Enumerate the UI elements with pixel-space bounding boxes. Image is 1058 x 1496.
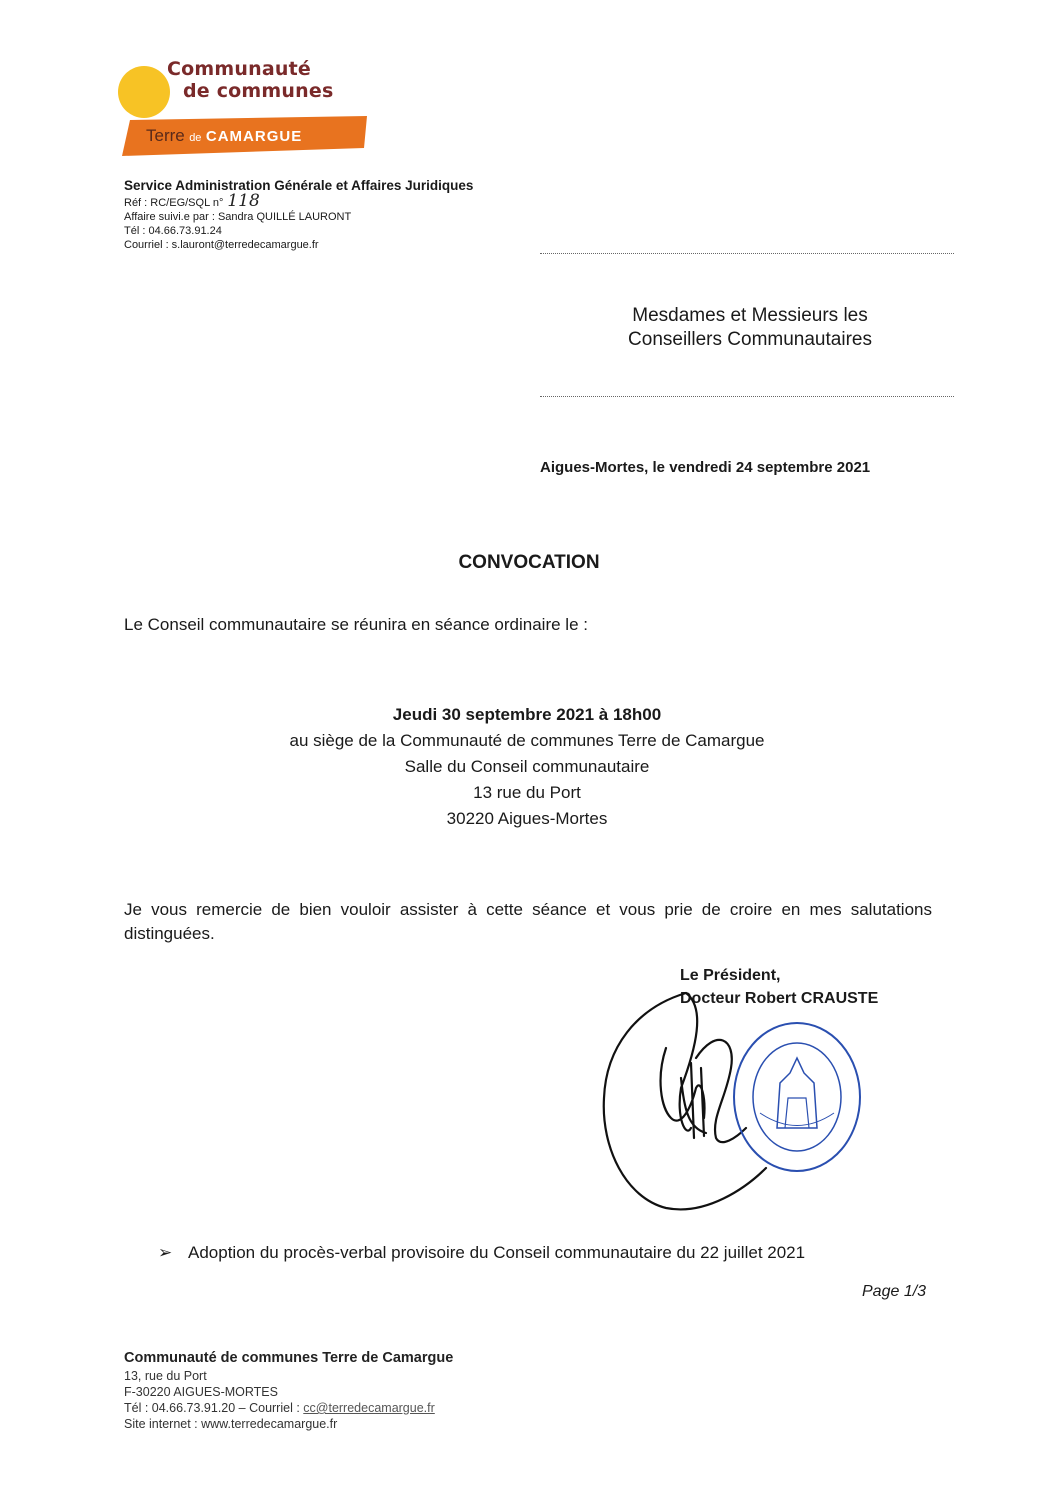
footer-organization: Communauté de communes Terre de Camargue (124, 1350, 454, 1366)
logo-word-terre: Terre (146, 126, 185, 145)
meeting-datetime: Jeudi 30 septembre 2021 à 18h00 (392, 705, 662, 724)
service-block (124, 178, 473, 252)
recipient-line-1: Mesdames et Messieurs les (632, 305, 868, 326)
logo-sun (118, 66, 170, 118)
logo-line-2: de communes (183, 80, 334, 102)
address-divider-top (540, 253, 954, 254)
logo-line-1: Communauté (167, 58, 311, 80)
service-email: Courriel : s.lauront@terredecamargue.fr (124, 239, 319, 251)
reference-line (124, 191, 473, 211)
place-date: Aigues-Mortes, le vendredi 24 septembre 2021 (540, 459, 871, 476)
footer-contact-prefix: Tél : 04.66.73.91.20 – Courriel : (124, 1401, 304, 1415)
address-divider-bottom (540, 396, 954, 397)
recipient-block (570, 304, 930, 352)
meeting-address-1: 13 rue du Port (473, 783, 581, 802)
recipient-line-2: Conseillers Communautaires (628, 329, 872, 350)
meeting-location-2: Salle du Conseil communautaire (404, 757, 650, 776)
logo-word-camargue: CAMARGUE (205, 128, 303, 145)
footer-contact (124, 1400, 453, 1416)
official-stamp (730, 1018, 864, 1176)
page-number: Page 1/3 (862, 1283, 927, 1300)
footer (124, 1348, 453, 1432)
agenda-list (158, 1243, 805, 1263)
organization-logo (112, 58, 374, 162)
footer-city: F-30220 AIGUES-MORTES (124, 1385, 278, 1399)
followed-by: Affaire suivi.e par : Sandra QUILLÉ LAURONT (124, 211, 352, 223)
bullet-arrow-icon: ➢ (158, 1243, 173, 1262)
reference-label: Réf : RC/EG/SQL n° (124, 197, 224, 209)
logo-word-de: de (189, 132, 202, 144)
service-phone: Tél : 04.66.73.91.24 (124, 225, 222, 237)
agenda-item-text: Adoption du procès-verbal provisoire du Conseil communautaire du 22 juillet 2021 (188, 1243, 806, 1262)
intro-text: Le Conseil communautaire se réunira en séance ordinaire le : (124, 615, 588, 634)
signatory-role: Le Président, (680, 967, 781, 984)
reference-number: 118 (227, 191, 260, 211)
closing-paragraph: Je vous remercie de bien vouloir assister à cette séance et vous prie de croire en mes salutations distinguées. (124, 900, 932, 943)
signatory-name: Docteur Robert CRAUSTE (680, 990, 879, 1007)
agenda-item (158, 1243, 805, 1263)
meeting-address-2: 30220 Aigues-Mortes (446, 809, 608, 828)
meeting-details (124, 702, 930, 832)
logo-band-text (146, 126, 302, 146)
service-title: Service Administration Générale et Affaires Juridiques (124, 178, 474, 193)
meeting-location-1: au siège de la Communauté de communes Terre de Camargue (289, 731, 765, 750)
document-title: CONVOCATION (458, 552, 600, 573)
footer-website: Site internet : www.terredecamargue.fr (124, 1417, 338, 1431)
footer-street: 13, rue du Port (124, 1369, 207, 1383)
footer-email-link[interactable]: cc@terredecamargue.fr (303, 1401, 435, 1415)
